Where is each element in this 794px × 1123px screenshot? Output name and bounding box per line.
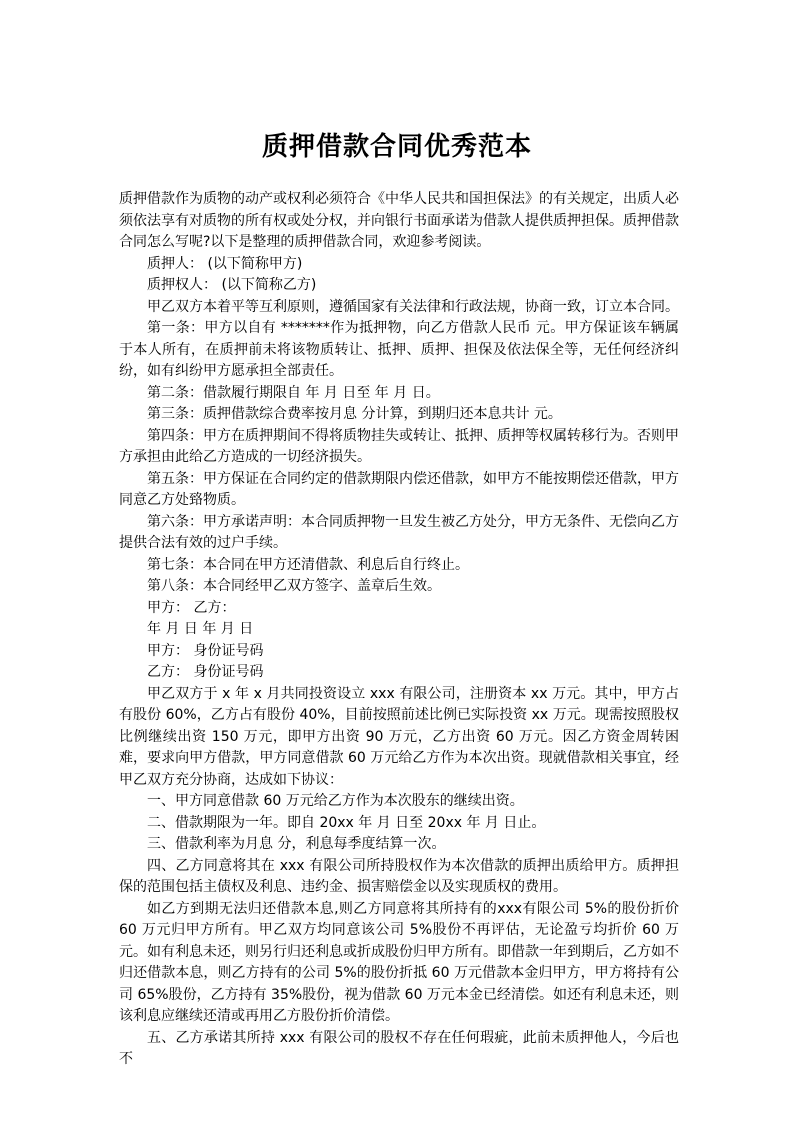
paragraph: 第六条：甲方承诺声明：本合同质押物一旦发生被乙方处分，甲方无条件、无偿向乙方提供合法有效的过户手续。 bbox=[119, 513, 679, 551]
paragraph: 第四条：甲方在质押期间不得将质物挂失或转让、抵押、质押等权属转移行为。否则甲方承担由此给乙方造成的一切经济损失。 bbox=[119, 427, 679, 465]
paragraph: 甲乙双方于 x 年 x 月共同投资设立 xxx 有限公司，注册资本 xx 万元。其中，甲方占有股份 60%，乙方占有股份 40%，目前按照前述比例已实际投资 xx 万元。现需按照股权比例继续出资 150 万元，即甲方出资 90 万元，乙方出资 60 万元。因乙方资金周转困难，要求向甲方借款，甲方同意借款 60 万元给乙方作为本次出资。现就借款相关事宜，经甲乙双方充分协商，达成如下协议： bbox=[119, 685, 679, 788]
document-title: 质押借款合同优秀范本 bbox=[261, 132, 532, 162]
document-body bbox=[119, 189, 679, 1071]
paragraph: 质押人： (以下简称甲方) bbox=[147, 255, 303, 272]
paragraph: 五、乙方承诺其所持 xxx 有限公司的股权不存在任何瑕疵，此前未质押他人，今后也不 bbox=[119, 1029, 679, 1067]
paragraph: 甲乙双方本着平等互利原则，遵循国家有关法律和行政法规，协商一致，订立本合同。 bbox=[147, 298, 679, 315]
paragraph: 乙方： 身份证号码 bbox=[147, 664, 264, 680]
paragraph: 第七条：本合同在甲方还清借款、利息后自行终止。 bbox=[147, 556, 469, 573]
paragraph: 第五条：甲方保证在合同约定的借款期限内偿还借款，如甲方不能按期偿还借款，甲方同意乙方处臵物质。 bbox=[119, 470, 679, 508]
paragraph: 质押借款作为质物的动产或权利必须符合《中华人民共和国担保法》的有关规定，出质人必须依法享有对质物的所有权或处分权，并向银行书面承诺为借款人提供质押担保。质押借款合同怎么写呢?以下是整理的质押借款合同，欢迎参考阅读。 bbox=[119, 191, 679, 250]
paragraph: 甲方： 乙方： bbox=[147, 599, 236, 616]
paragraph: 二、借款期限为一年。即自 20xx 年 月 日至 20xx 年 月 日止。 bbox=[147, 814, 546, 831]
paragraph: 第三条：质押借款综合费率按月息 分计算，到期归还本息共计 元。 bbox=[147, 406, 562, 422]
paragraph: 如乙方到期无法归还借款本息,则乙方同意将其所持有的xxx有限公司 5%的股份折价 60 万元归甲方所有。甲乙双方均同意该公司 5%股份不再评估，无论盈亏均折价 60 万元。如有利息未还，则另行归还利息或折成股份归甲方所有。即借款一年到期后，乙方如不归还借款本息，则乙方持有的公司 5%的股份折抵 60 万元借款本金归甲方，甲方将持有公司 65%股份，乙方持有 35%股份，视为借款 60 万元本金已经清偿。如还有利息未还，则该利息应继续还清或再用乙方股份折价清偿。 bbox=[119, 900, 679, 1024]
paragraph: 第一条：甲方以自有 *******作为抵押物，向乙方借款人民币 元。甲方保证该车辆属于本人所有，在质押前未将该物质转让、抵押、质押、担保及依法保全等，无任何经济纠纷，如有纠纷甲方愿承担全部责任。 bbox=[119, 320, 679, 379]
paragraph: 第二条：借款履行期限自 年 月 日至 年 月 日。 bbox=[147, 384, 440, 401]
paragraph: 甲方： 身份证号码 bbox=[147, 642, 264, 659]
paragraph: 质押权人： (以下简称乙方) bbox=[147, 277, 317, 293]
paragraph: 一、甲方同意借款 60 万元给乙方作为本次股东的继续出资。 bbox=[147, 793, 524, 809]
paragraph: 年 月 日 年 月 日 bbox=[147, 621, 254, 637]
paragraph: 第八条：本合同经甲乙双方签字、盖章后生效。 bbox=[147, 578, 441, 594]
paragraph: 四、乙方同意将其在 xxx 有限公司所持股权作为本次借款的质押出质给甲方。质押担保的范围包括主债权及利息、违约金、损害赔偿金以及实现质权的费用。 bbox=[119, 857, 679, 895]
paragraph: 三、借款利率为月息 分，利息每季度结算一次。 bbox=[147, 836, 446, 852]
